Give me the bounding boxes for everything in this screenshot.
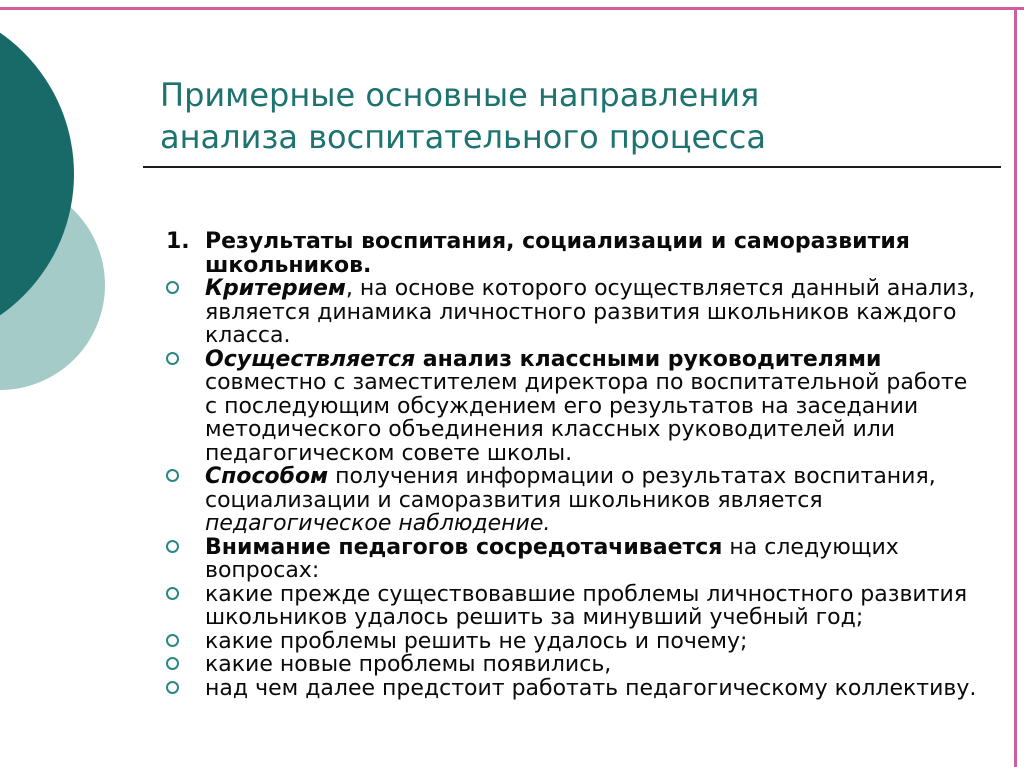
circle-bullet-icon (166, 681, 179, 694)
item-number: 1. (166, 229, 190, 254)
circle-bullet-icon (166, 352, 179, 365)
title-underline (143, 166, 1001, 168)
item-text: над чем далее предстоит работать педагогическому коллективу. (205, 675, 977, 701)
list-item (163, 653, 981, 677)
top-accent-line (0, 7, 1024, 10)
circle-bullet-icon (166, 281, 179, 294)
list-item (163, 277, 981, 348)
circle-bullet-icon (166, 540, 179, 553)
circle-bullet-icon (166, 469, 179, 482)
content-list (163, 230, 981, 700)
item-text: какие новые проблемы появились, (205, 652, 612, 677)
right-accent-line (1014, 7, 1017, 767)
list-item (163, 536, 981, 583)
list-item (163, 677, 981, 701)
item-text: какие проблемы решить не удалось и почему; (205, 628, 748, 654)
item-text: Критерием, на основе которого осуществляется данный анализ, является динамика личностного развития школьников каждого класса. (205, 276, 976, 348)
list-item (163, 583, 981, 630)
item-text: Способом получения информации о результатах воспитания, социализации и саморазвития школьников является педагогическое наблюдение. (205, 464, 936, 536)
list-item (163, 630, 981, 654)
list-item (163, 230, 981, 277)
circle-bullet-icon (166, 657, 179, 670)
item-text: Внимание педагогов сосредотачивается на следующих вопросах: (205, 534, 899, 583)
circle-bullet-icon (166, 587, 179, 600)
list-item (163, 465, 981, 536)
slide-title: Примерные основные направления анализа воспитательного процесса (160, 76, 766, 156)
circle-bullet-icon (166, 634, 179, 647)
item-text: Осуществляется анализ классными руководителями совместно с заместителем директора по воспитательной работе с последующим обсуждением его результатов на заседании методического объединения классных руководителей или педагогическом совете школы. (205, 346, 968, 466)
item-text: какие прежде существовавшие проблемы личностного развития школьников удалось решить за минувший учебный год; (205, 581, 968, 630)
list-item (163, 348, 981, 466)
item-text: Результаты воспитания, социализации и саморазвития школьников. (205, 229, 910, 278)
